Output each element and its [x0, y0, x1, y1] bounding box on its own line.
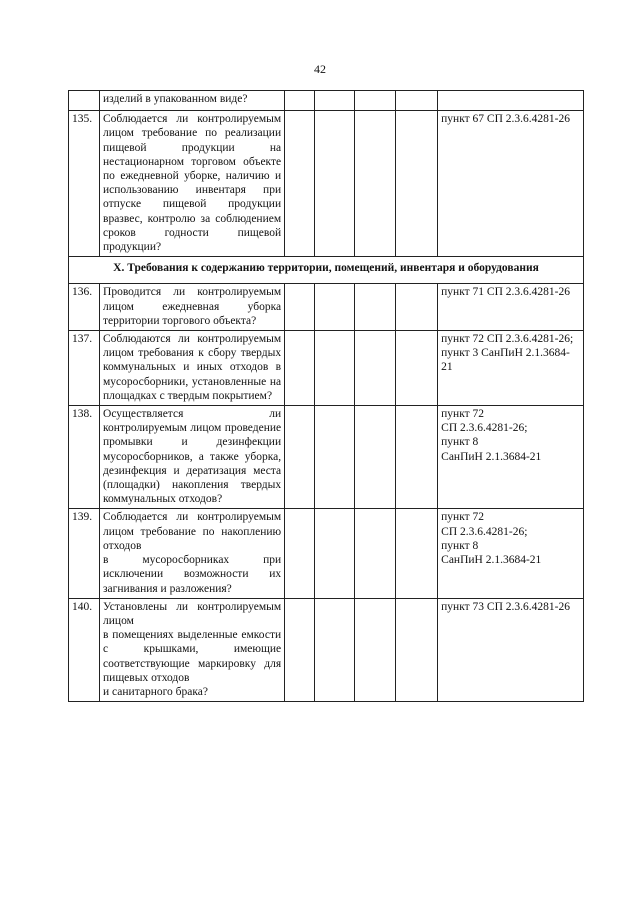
- table-row: [69, 406, 584, 509]
- reference-cell: пункт 71 СП 2.3.6.4281-26: [438, 284, 584, 331]
- answer-no-cell: [315, 598, 355, 701]
- answer-yes-cell: [285, 598, 315, 701]
- note-cell: [395, 111, 437, 257]
- checklist-table: [68, 90, 584, 702]
- reference-cell: пункт 72 СП 2.3.6.4281-26; пункт 8 СанПиН 2.1.3684-21: [438, 509, 584, 598]
- note-cell: [395, 284, 437, 331]
- note-cell: [395, 406, 437, 509]
- requirement-cell: Установлены ли контролируемым лицом в помещениях выделенные емкости с крышками, имеющие соответствующие маркировку для пищевых отходов и санитарного брака?: [100, 598, 285, 701]
- table-row: [69, 111, 584, 257]
- table-row: [69, 91, 584, 111]
- answer-no-cell: [315, 331, 355, 406]
- answer-na-cell: [355, 598, 395, 701]
- answer-yes-cell: [285, 284, 315, 331]
- requirement-cell: Соблюдается ли контролируемым лицом требование по накоплению отходов в мусоросборниках при исключении возможности их загнивания и разложения?: [100, 509, 285, 598]
- answer-na-cell: [355, 331, 395, 406]
- answer-na-cell: [355, 406, 395, 509]
- answer-na-cell: [355, 111, 395, 257]
- requirement-cell: изделий в упакованном виде?: [100, 91, 285, 111]
- answer-yes-cell: [285, 111, 315, 257]
- requirement-cell: Соблюдаются ли контролируемым лицом требования к сбору твердых коммунальных и иных отходов в мусоросборники, установленные на площадках с твердым покрытием?: [100, 331, 285, 406]
- row-number-cell: 140.: [69, 598, 100, 701]
- note-cell: [395, 91, 437, 111]
- table-row: [69, 331, 584, 406]
- row-number-cell: 137.: [69, 331, 100, 406]
- section-title: X. Требования к содержанию территории, помещений, инвентаря и оборудования: [69, 257, 584, 284]
- answer-no-cell: [315, 111, 355, 257]
- requirement-cell: Проводится ли контролируемым лицом ежедневная уборка территории торгового объекта?: [100, 284, 285, 331]
- reference-cell: [438, 91, 584, 111]
- answer-na-cell: [355, 91, 395, 111]
- table-row: [69, 509, 584, 598]
- page-number: 42: [314, 62, 326, 76]
- answer-no-cell: [315, 284, 355, 331]
- note-cell: [395, 598, 437, 701]
- reference-cell: пункт 73 СП 2.3.6.4281-26: [438, 598, 584, 701]
- note-cell: [395, 331, 437, 406]
- requirement-cell: Осуществляется ли контролируемым лицом проведение промывки и дезинфекции мусоросборников, а также уборка, дезинфекция и дератизация места (площадки) накопления твердых коммунальных отходов?: [100, 406, 285, 509]
- table-row: [69, 284, 584, 331]
- answer-yes-cell: [285, 91, 315, 111]
- answer-na-cell: [355, 284, 395, 331]
- reference-cell: пункт 67 СП 2.3.6.4281-26: [438, 111, 584, 257]
- row-number-cell: [69, 91, 100, 111]
- answer-no-cell: [315, 509, 355, 598]
- answer-yes-cell: [285, 509, 315, 598]
- section-header-row: [69, 257, 584, 284]
- reference-cell: пункт 72 СП 2.3.6.4281-26; пункт 3 СанПиН 2.1.3684-21: [438, 331, 584, 406]
- answer-yes-cell: [285, 331, 315, 406]
- row-number-cell: 138.: [69, 406, 100, 509]
- note-cell: [395, 509, 437, 598]
- row-number-cell: 135.: [69, 111, 100, 257]
- row-number-cell: 139.: [69, 509, 100, 598]
- row-number-cell: 136.: [69, 284, 100, 331]
- answer-na-cell: [355, 509, 395, 598]
- requirement-cell: Соблюдается ли контролируемым лицом требование по реализации пищевой продукции на нестационарном торговом объекте по ежедневной уборке, наличию и использованию инвентаря при отпуске пищевой продукции вразвес, контролю за соблюдением сроков годности пищевой продукции?: [100, 111, 285, 257]
- answer-no-cell: [315, 406, 355, 509]
- reference-cell: пункт 72 СП 2.3.6.4281-26; пункт 8 СанПиН 2.1.3684-21: [438, 406, 584, 509]
- answer-yes-cell: [285, 406, 315, 509]
- answer-no-cell: [315, 91, 355, 111]
- table-row: [69, 598, 584, 701]
